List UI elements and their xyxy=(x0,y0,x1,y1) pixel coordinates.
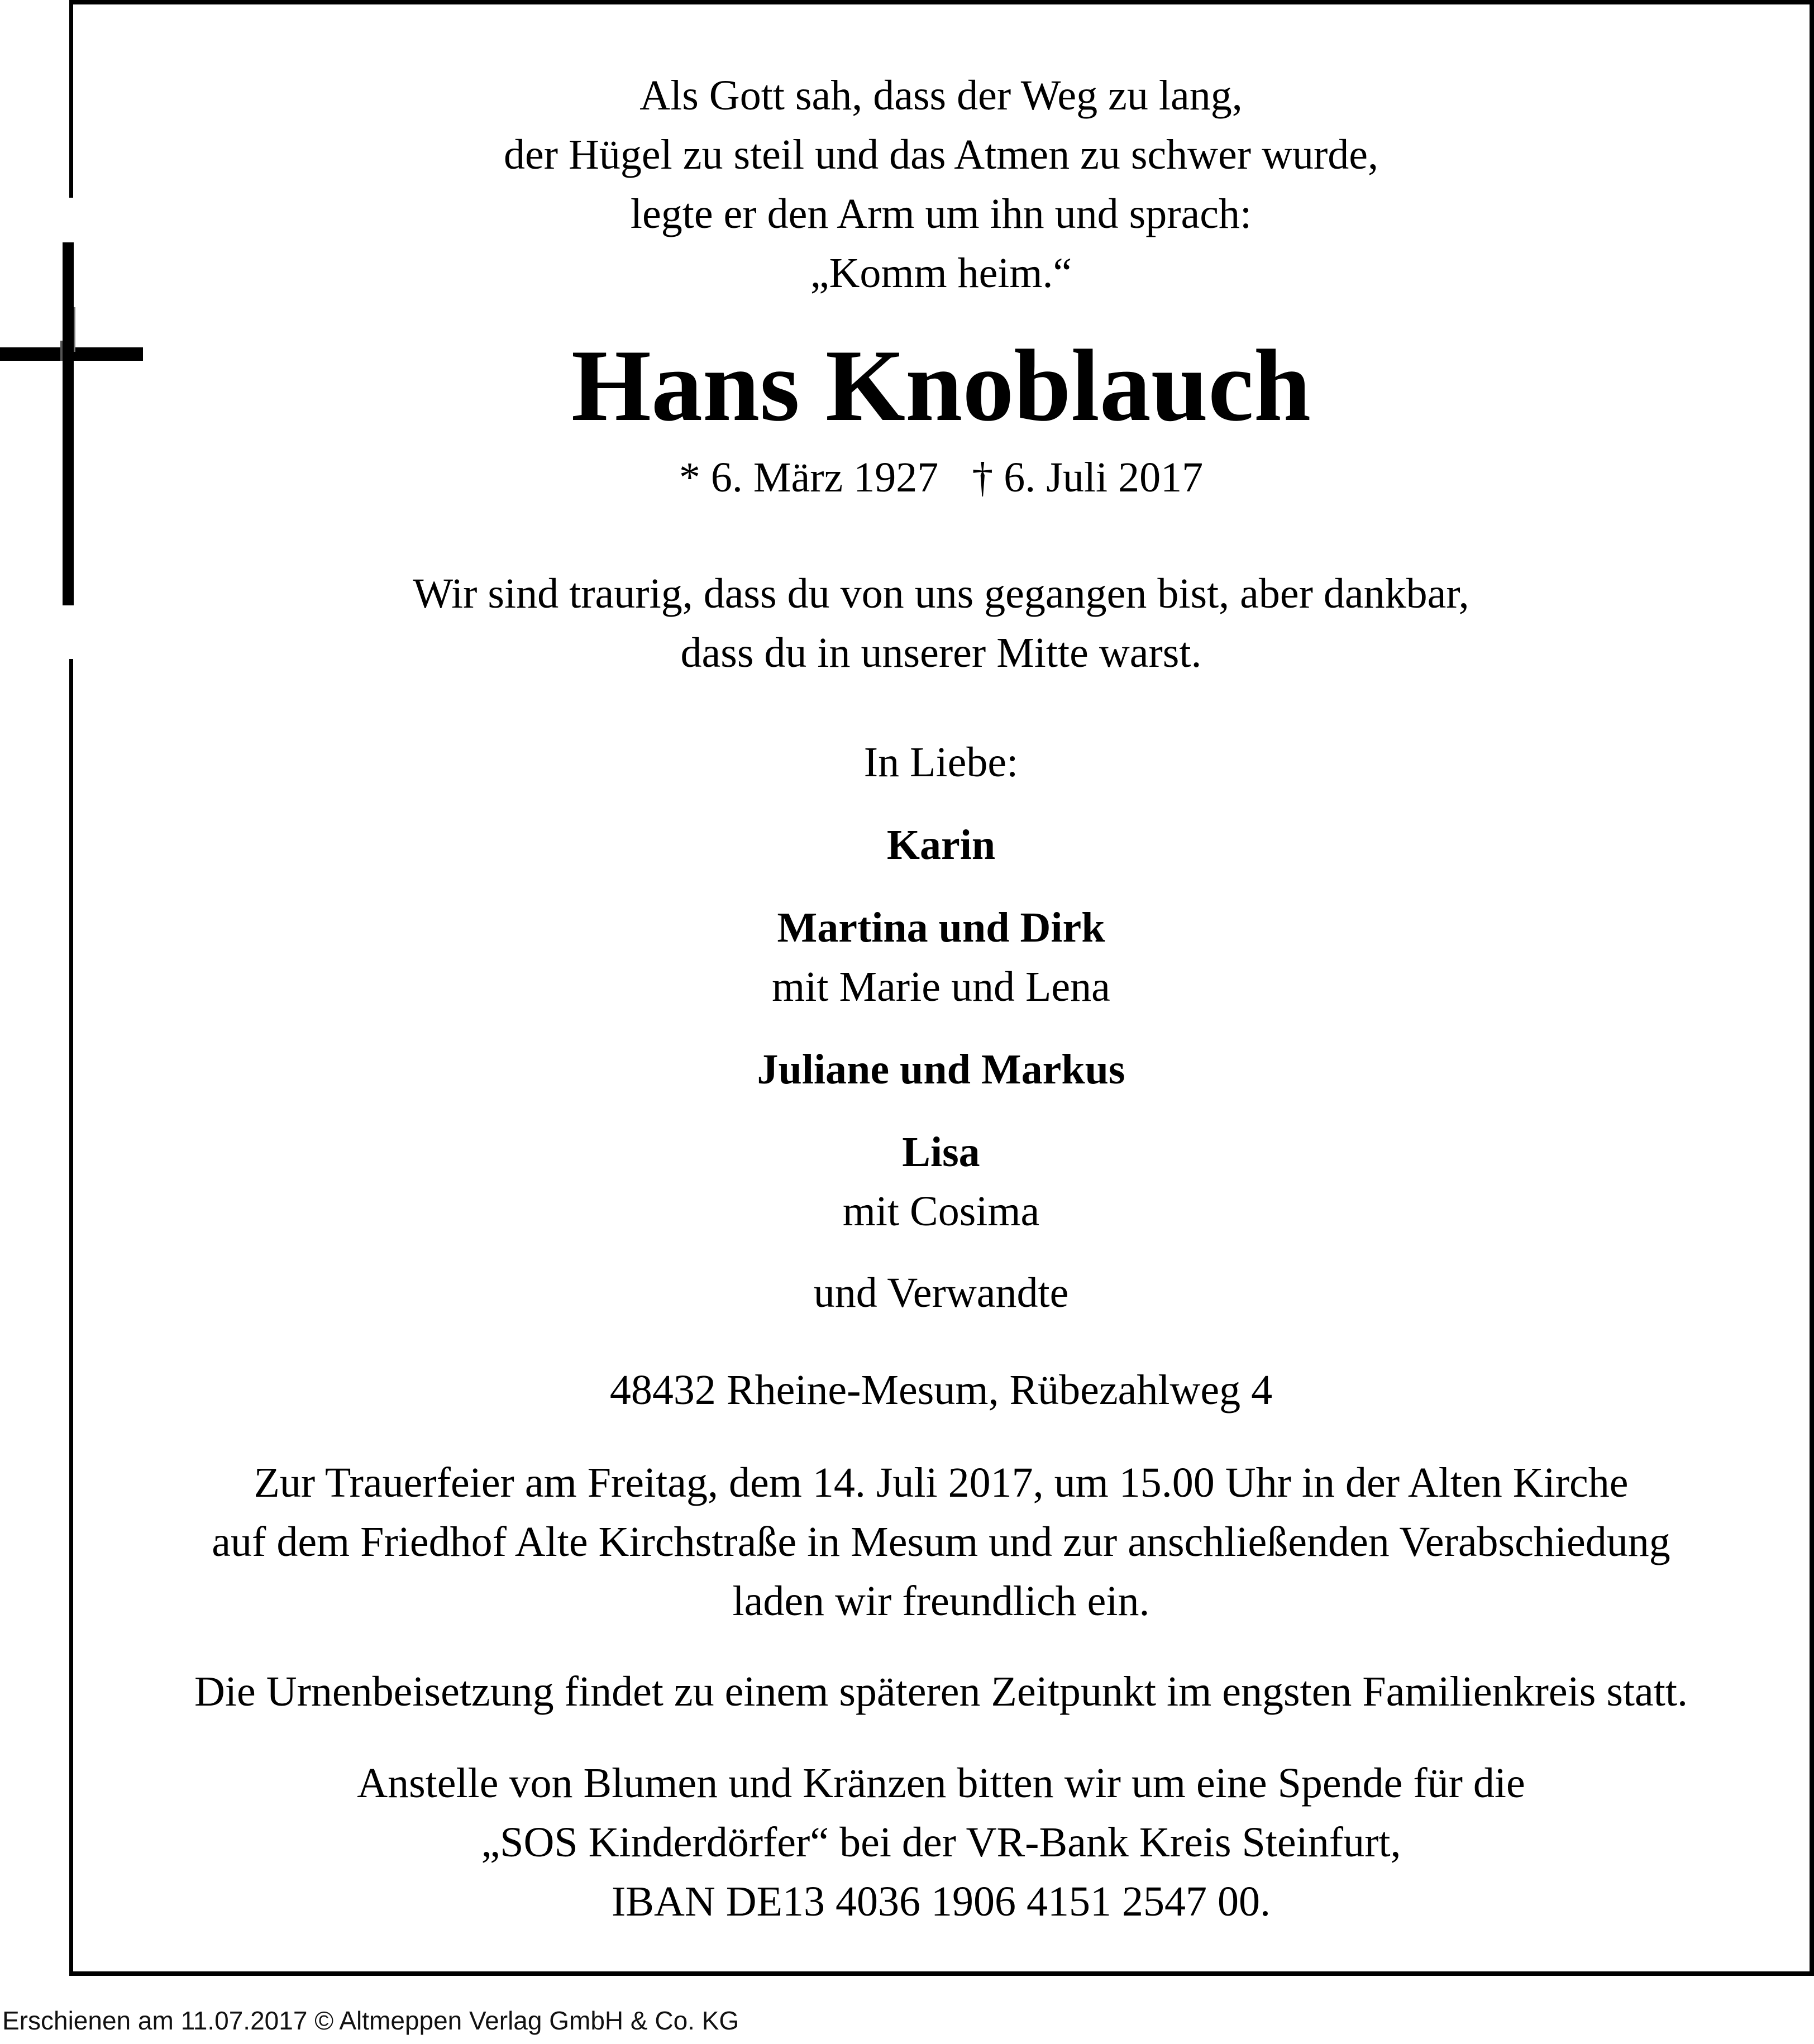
frame-left-border-lower xyxy=(69,659,73,1976)
frame-right-border xyxy=(1810,0,1814,1976)
birth-date: * 6. März 1927 xyxy=(679,454,939,501)
life-dates xyxy=(78,448,1804,507)
frame-bottom-border xyxy=(69,1971,1814,1976)
urn-notice: Die Urnenbeisetzung findet zu einem späteren Zeitpunkt im engsten Familienkreis statt. xyxy=(194,1668,1688,1715)
ceremony-line: Zur Trauerfeier am Freitag, dem 14. Juli 2017, um 15.00 Uhr in der Alten Kirche xyxy=(254,1459,1629,1506)
ceremony-notice xyxy=(78,1453,1804,1631)
donation-line: IBAN DE13 4036 1906 4151 2547 00. xyxy=(611,1878,1271,1925)
frame-top-border xyxy=(69,0,1814,4)
poem xyxy=(78,66,1804,303)
donation-line: Anstelle von Blumen und Kränzen bitten wir um eine Spende für die xyxy=(357,1760,1525,1807)
address: 48432 Rheine-Mesum, Rübezahlweg 4 xyxy=(609,1367,1273,1413)
statement-line: dass du in unserer Mitte warst. xyxy=(680,629,1202,676)
deceased-name: Hans Knoblauch xyxy=(571,328,1311,442)
family-karin: Karin xyxy=(886,822,996,868)
poem-line: der Hügel zu steil und das Atmen zu schwer wurde, xyxy=(503,131,1378,178)
donation-notice xyxy=(78,1754,1804,1931)
ceremony-line: laden wir freundlich ein. xyxy=(732,1578,1150,1625)
poem-line: Als Gott sah, dass der Weg zu lang, xyxy=(639,72,1243,119)
family-relatives: und Verwandte xyxy=(813,1269,1069,1316)
family-martina-dirk-sub: mit Marie und Lena xyxy=(772,963,1110,1010)
family-lisa-sub: mit Cosima xyxy=(842,1188,1040,1235)
poem-line: „Komm heim.“ xyxy=(810,250,1072,297)
family-martina-dirk: Martina und Dirk mit Marie und Lena xyxy=(78,898,1804,1016)
statement-line: Wir sind traurig, dass du von uns gegangen bist, aber dankbar, xyxy=(413,570,1469,617)
family-juliane-markus: Juliane und Markus xyxy=(757,1046,1125,1093)
family-lisa: Lisa mit Cosima xyxy=(78,1123,1804,1241)
ceremony-line: auf dem Friedhof Alte Kirchstraße in Mesum und zur anschließenden Verabschiedung xyxy=(212,1518,1670,1565)
in-love-label: In Liebe: xyxy=(863,739,1019,786)
frame-left-border-upper xyxy=(69,0,73,198)
statement xyxy=(78,564,1804,682)
donation-line: „SOS Kinderdörfer“ bei der VR-Bank Kreis Steinfurt, xyxy=(481,1819,1401,1866)
death-date: † 6. Juli 2017 xyxy=(972,454,1204,501)
poem-line: legte er den Arm um ihn und sprach: xyxy=(630,190,1252,237)
publication-footer: Erschienen am 11.07.2017 © Altmeppen Verlag GmbH & Co. KG xyxy=(2,2006,739,2035)
